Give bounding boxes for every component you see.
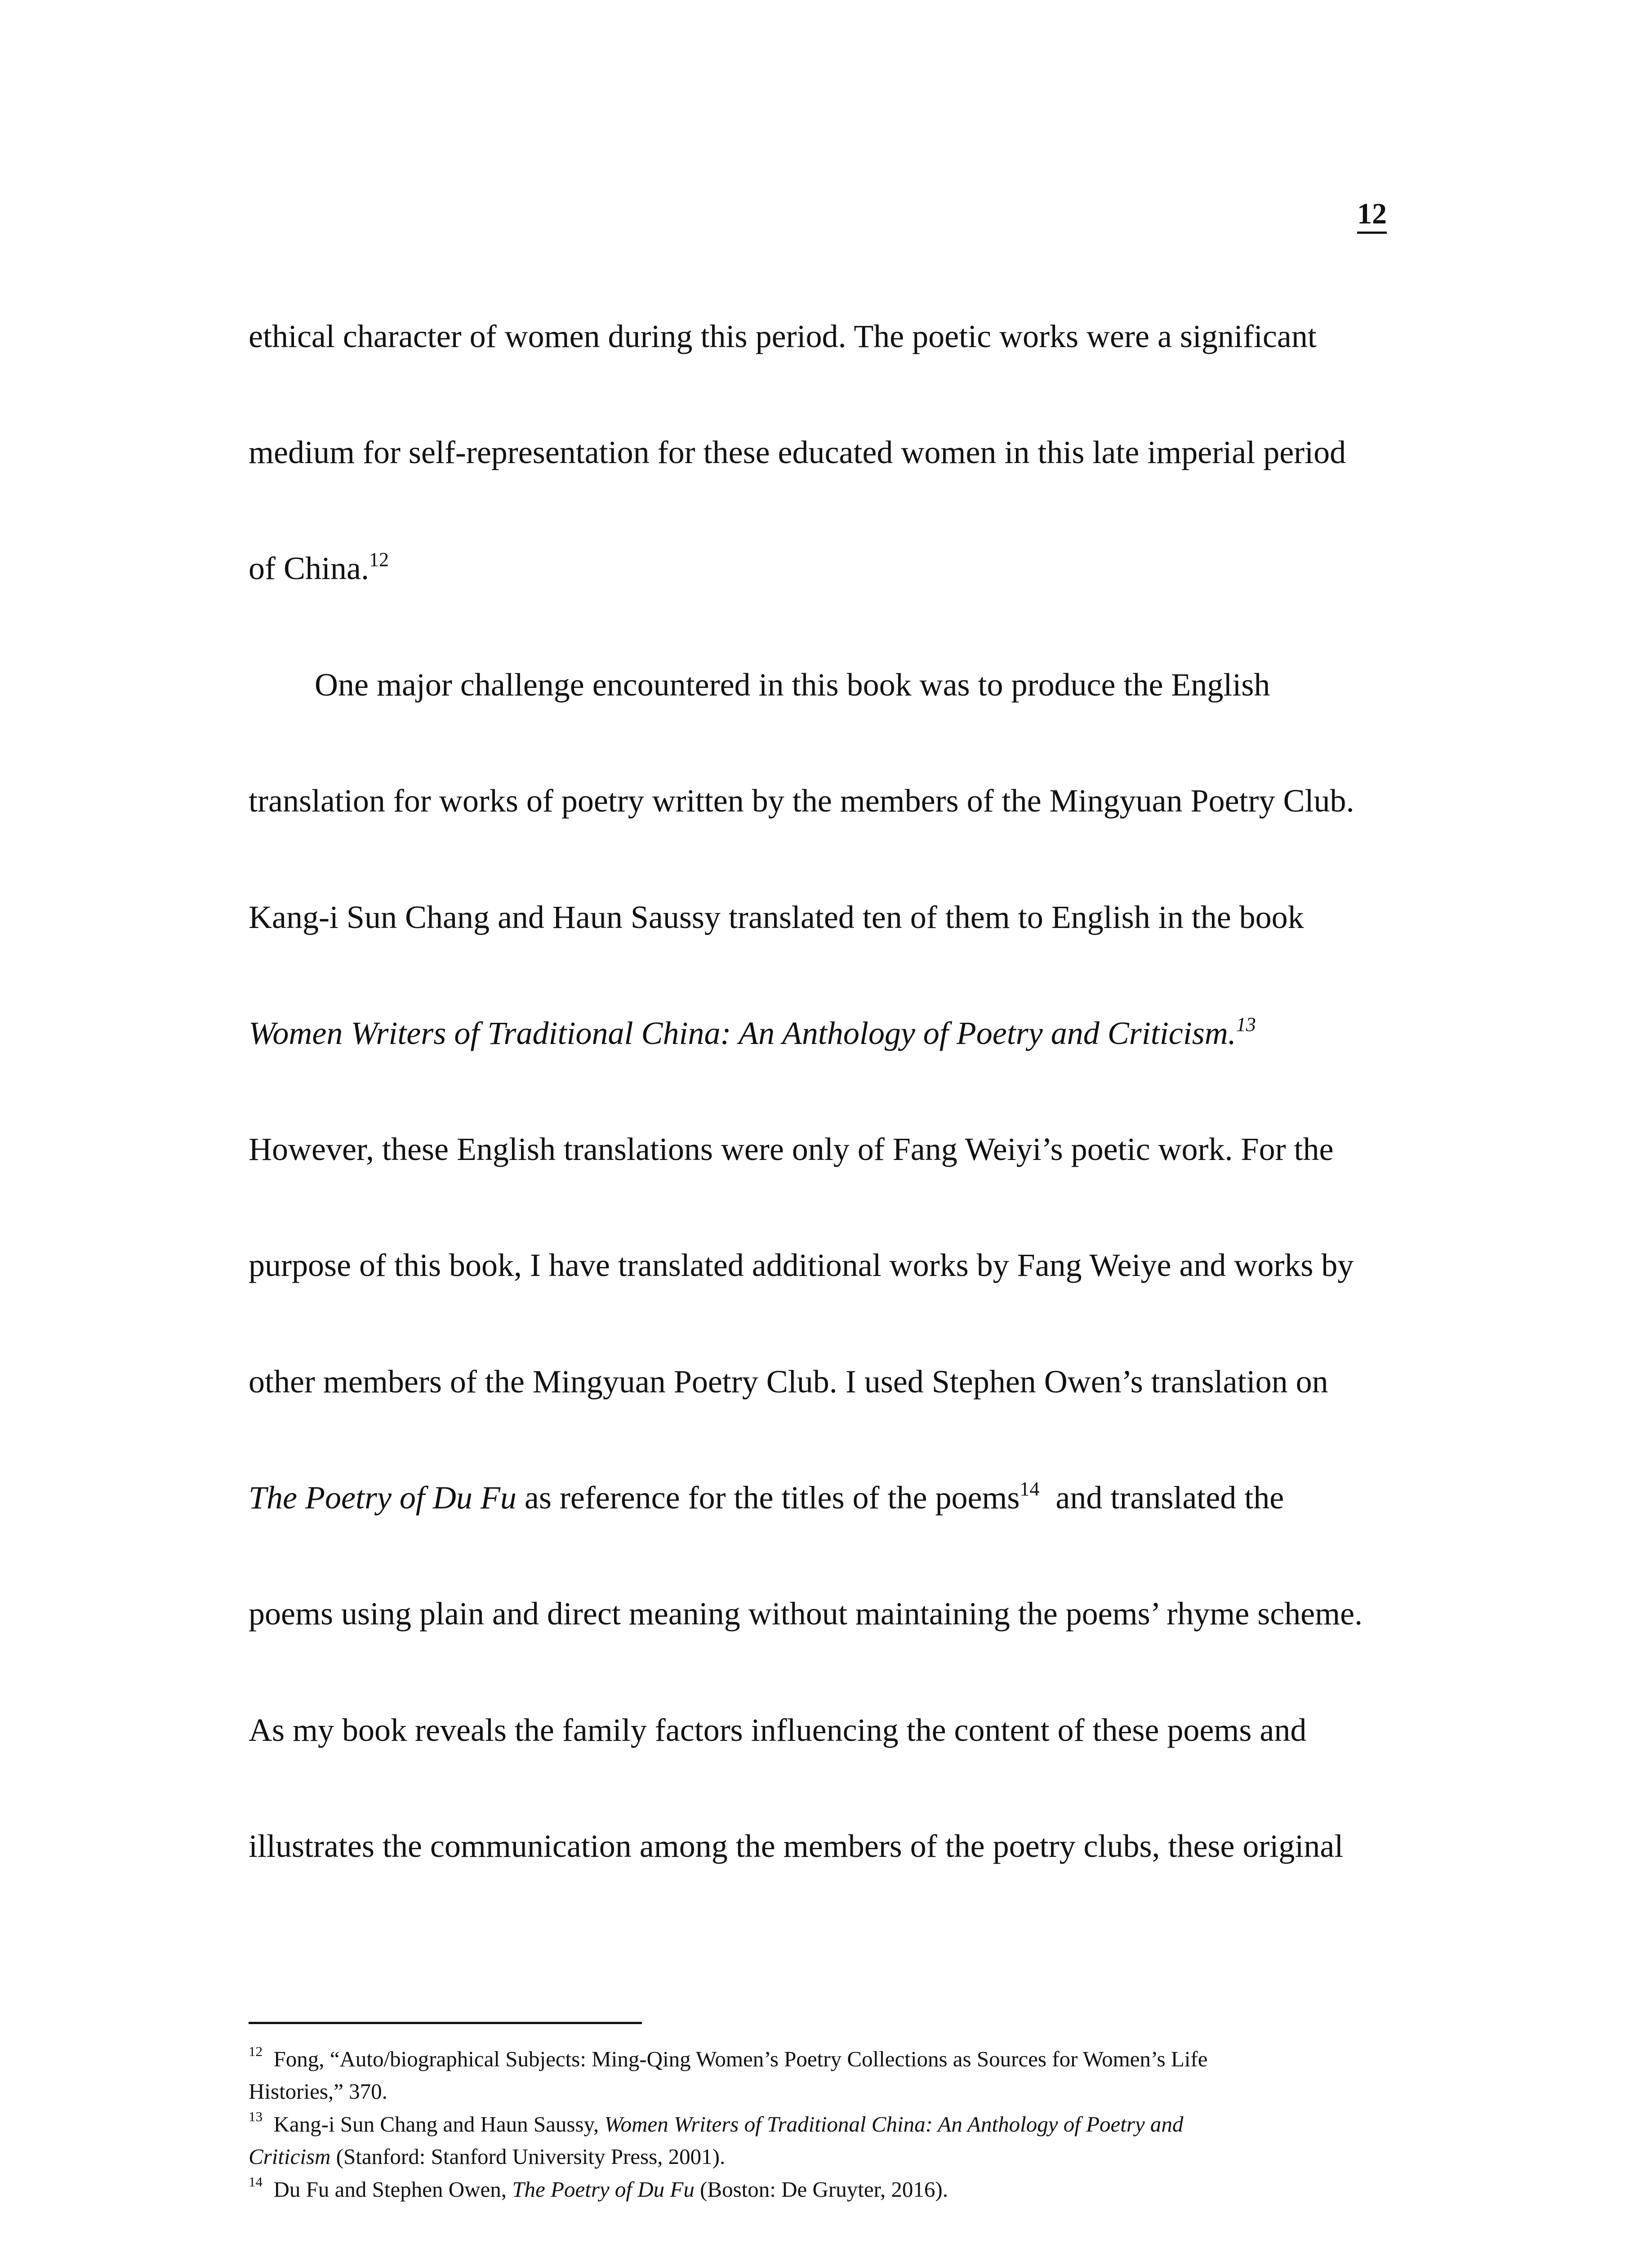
body-line-4: One major challenge encountered in this book was to produce the English — [315, 667, 1270, 703]
body-line-10: other members of the Mingyuan Poetry Club. I used Stephen Owen’s translation on — [249, 1364, 1328, 1400]
body-line-12: poems using plain and direct meaning without maintaining the poems’ rhyme scheme. — [249, 1596, 1363, 1632]
body-line-3-text: of China. — [249, 550, 369, 586]
body-line-3 — [249, 549, 389, 586]
body-line-8: However, these English translations were only of Fang Weiyi’s poetic work. For the — [249, 1131, 1334, 1167]
body-line-13: As my book reveals the family factors influencing the content of these poems and — [249, 1712, 1307, 1748]
footnote-12 — [249, 2043, 1208, 2071]
footnote-13-title-part-2: Criticism — [249, 2144, 331, 2169]
body-line-1: ethical character of women during this period. The poetic works were a significant — [249, 318, 1317, 354]
footnote-12-mark: 12 — [249, 2043, 263, 2059]
body-line-9: purpose of this book, I have translated additional works by Fang Weiye and works by — [249, 1247, 1354, 1283]
footnote-14-title: The Poetry of Du Fu — [512, 2177, 695, 2202]
footnote-12-line-1: Fong, “Auto/biographical Subjects: Ming-Qing Women’s Poetry Collections as Sources for Women’s Life — [263, 2047, 1208, 2071]
footnote-14 — [249, 2173, 948, 2202]
body-line-11 — [249, 1478, 1284, 1516]
book-title-women-writers: Women Writers of Traditional China: An Anthology of Poetry and Criticism. — [249, 1015, 1236, 1051]
footnote-ref-14: 14 — [1020, 1478, 1040, 1500]
footnote-13-text-b: (Stanford: Stanford University Press, 2001). — [330, 2144, 726, 2169]
footnote-14-text-a: Du Fu and Stephen Owen, — [263, 2177, 512, 2202]
footnote-ref-12: 12 — [369, 549, 389, 571]
footnote-14-mark: 14 — [249, 2173, 263, 2190]
body-line-11-text-b: and translated the — [1039, 1480, 1284, 1516]
body-line-2: medium for self-representation for these educated women in this late imperial period — [249, 434, 1346, 470]
footnote-13-mark: 13 — [249, 2108, 263, 2124]
body-line-5: translation for works of poetry written by the members of the Mingyuan Poetry Club. — [249, 783, 1354, 819]
footnote-13-line-2 — [249, 2145, 725, 2168]
footnote-13 — [249, 2108, 1184, 2136]
footnote-14-text-b: (Boston: De Gruyter, 2016). — [694, 2177, 948, 2202]
footnote-separator — [249, 2022, 642, 2024]
book-title-poetry-du-fu: The Poetry of Du Fu — [249, 1480, 517, 1516]
body-line-7 — [249, 1013, 1256, 1051]
body-line-14: illustrates the communication among the members of the poetry clubs, these original — [249, 1828, 1344, 1864]
footnote-ref-13: 13 — [1236, 1013, 1256, 1035]
body-line-11-text-a: as reference for the titles of the poems — [516, 1480, 1020, 1516]
page-number: 12 — [1357, 198, 1387, 234]
footnote-13-title-part-1: Women Writers of Traditional China: An Anthology of Poetry and — [604, 2112, 1184, 2136]
footnote-13-text-a: Kang-i Sun Chang and Haun Saussy, — [263, 2112, 605, 2136]
footnote-12-line-2: Histories,” 370. — [249, 2079, 387, 2104]
body-line-6: Kang-i Sun Chang and Haun Saussy translated ten of them to English in the book — [249, 899, 1304, 935]
